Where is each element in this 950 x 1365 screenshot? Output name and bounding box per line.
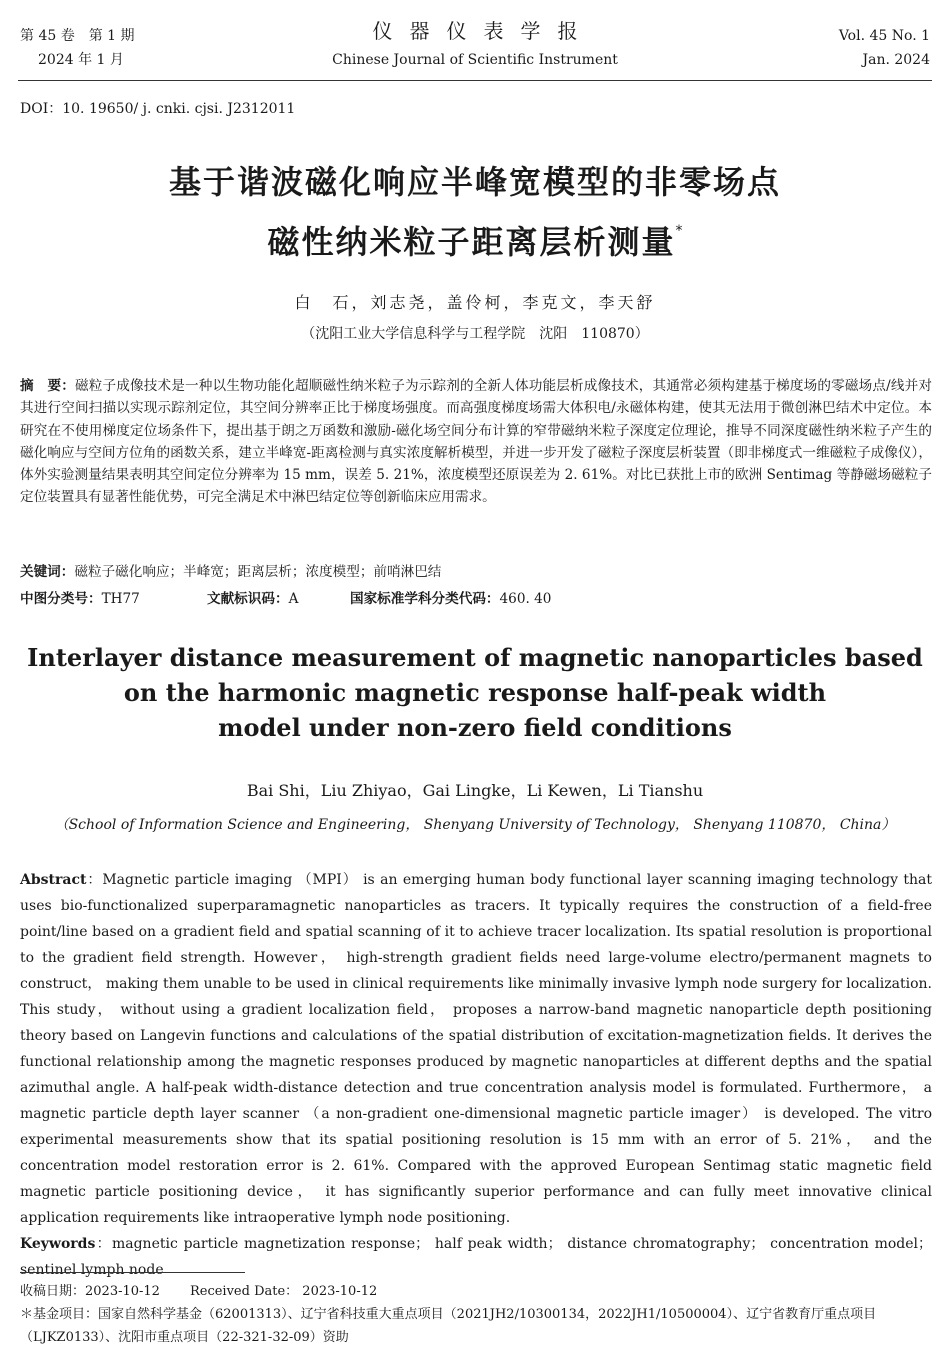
- abstract-en: [20, 867, 932, 1283]
- clc-label: 中图分类号：: [20, 591, 102, 607]
- authors-cn: 白 石，刘志尧，盖伶柯，李克文，李天舒: [294, 293, 656, 312]
- doi[interactable]: DOI：10. 19650/ j. cnki. cjsi. J2312011: [20, 101, 296, 117]
- abstract-cn-text: 磁粒子成像技术是一种以生物功能化超顺磁性纳米粒子为示踪剂的全新人体功能层析成像技术，其通常必须构建基于梯度场的零磁场点/线并对其进行空间扫描以实现示踪剂定位，其空间分辨率正比于梯度场强度。而高强度梯度场需大体积电/永磁体构建，使其无法用于微创淋巴结术中定位。本研究在不使用梯度定位场条件下，提出基于朗之万函数和激励-磁化场空间分布计算的窄带磁纳米粒子深度定位理论，推导不同深度磁性纳米粒子产生的磁化响应与空间方位角的函数关系，建立半峰宽-距离检测与真实浓度解析模型，并进一步开发了磁粒子深度层析装置（即非梯度式一维磁粒子成像仪），体外实验测量结果表明其空间定位分辨率为 15 mm，误差 5. 21%，浓度模型还原误差为 2. 61%。对比已获批上市的欧洲 Sentimag 等静磁场磁粒子定位装置具有显著性能优势，可完全满足术中淋巴结定位等创新临床应用需求。: [20, 378, 933, 506]
- keywords-cn-text: 磁粒子磁化响应；半峰宽；距离层析；浓度模型；前哨淋巴结: [74, 564, 442, 580]
- abstract-en-label: Abstract: [20, 872, 87, 888]
- keywords-en-label: Keywords: [20, 1236, 96, 1252]
- header-divider: [18, 80, 932, 81]
- date-cn: 2024 年 1 月: [38, 52, 124, 68]
- title-cn-line-1: 基于谐波磁化响应半峰宽模型的非零场点: [168, 163, 781, 201]
- standard-code-label: 国家标准学科分类代码：: [350, 591, 500, 607]
- keywords-cn: [20, 560, 441, 580]
- classification-line: [20, 587, 551, 607]
- funding-mark: *: [675, 223, 683, 239]
- funding-note: ＊基金项目：国家自然科学基金（62001313）、辽宁省科技重大重点项目（2021JH2/10300134，2022JH1/10500004）、辽宁省教育厅重点项目（LJKZ0133）、沈阳市重点项目（22-321-32-09）资助: [20, 1307, 877, 1345]
- keywords-en: [20, 1231, 932, 1283]
- header-center: [0, 18, 950, 68]
- paper-title-en: [0, 640, 950, 745]
- doc-code-label: 文献标识码：: [207, 591, 289, 607]
- received-date-cn: 收稿日期：2023-10-12: [20, 1284, 160, 1299]
- volume-issue-en: Vol. 45 No. 1: [838, 28, 930, 44]
- volume-issue-cn: 第 45 卷 第 1 期: [20, 28, 135, 44]
- doc-code-value: A: [288, 591, 299, 607]
- abstract-cn: [20, 375, 932, 509]
- journal-title-cn: 仪器仪表学报: [372, 19, 595, 43]
- authors-en: Bai Shi，Liu Zhiyao，Gai Lingke，Li Kewen，Li Tianshu: [246, 781, 704, 800]
- received-date-en: Received Date： 2023-10-12: [189, 1284, 378, 1299]
- standard-code-value: 460. 40: [499, 591, 552, 607]
- title-en-line-3: model under non-zero field conditions: [218, 713, 732, 742]
- abstract-cn-label: 摘 要：: [20, 378, 75, 394]
- footnote-divider: [20, 1272, 245, 1273]
- journal-title-en: Chinese Journal of Scientific Instrument: [332, 52, 618, 68]
- date-en: Jan. 2024: [862, 52, 930, 68]
- affiliation-cn: （沈阳工业大学信息科学与工程学院 沈阳 110870）: [301, 326, 649, 342]
- abstract-en-text: ：Magnetic particle imaging （MPI） is an emerging human body functional layer scanning imaging technology that uses bio-functionalized superparamagnetic nanoparticles as tracers. It typically requires the construction of a field-free point/line based on a gradient field and spatial scanning of it to achieve tracer localization. Its spatial resolution is proportional to the gradient field strength. However， high-strength gradient fields need large-volume electro/permanent magnets to construct， making them unable to be used in clinical requirements like minimally invasive lymph node surgery for localization. This study， without using a gradient localization field， proposes a narrow-band magnetic nanoparticle depth positioning theory based on Langevin functions and calculations of the spatial distribution of excitation-magnetization fields. It derives the functional relationship among the magnetic responses produced by magnetic nanoparticles at different depths and the spatial azimuthal angle. A half-peak width-distance detection and true concentration analysis model is formulated. Furthermore， a magnetic particle depth layer scanner （a non-gradient one-dimensional magnetic particle imager） is developed. The vitro experimental measurements show that its spatial positioning resolution is 15 mm with an error of 5. 21%， and the concentration model restoration error is 2. 61%. Compared with the approved European Sentimag static magnetic field magnetic particle positioning device， it has significantly superior performance and can fully meet innovative clinical application requirements like intraoperative lymph node positioning.: [20, 872, 932, 1226]
- header-right: [839, 24, 930, 72]
- received-dates: [20, 1280, 932, 1303]
- keywords-cn-label: 关键词：: [20, 564, 75, 580]
- affiliation-en: （School of Information Science and Engineering， Shenyang University of Technology， Shenyang 110870， China）: [54, 817, 896, 833]
- title-en-line-2: on the harmonic magnetic response half-peak width: [123, 678, 827, 707]
- footnote: [20, 1280, 932, 1349]
- title-en-line-1: Interlayer distance measurement of magnetic nanoparticles based: [27, 643, 923, 672]
- title-cn-line-2: 磁性纳米粒子距离层析测量: [267, 223, 676, 261]
- keywords-en-text: ：magnetic particle magnetization response； half peak width； distance chromatography； concentration model； sentinel lymph node: [20, 1236, 932, 1278]
- clc-value: TH77: [101, 591, 140, 607]
- paper-title-cn: [0, 158, 950, 267]
